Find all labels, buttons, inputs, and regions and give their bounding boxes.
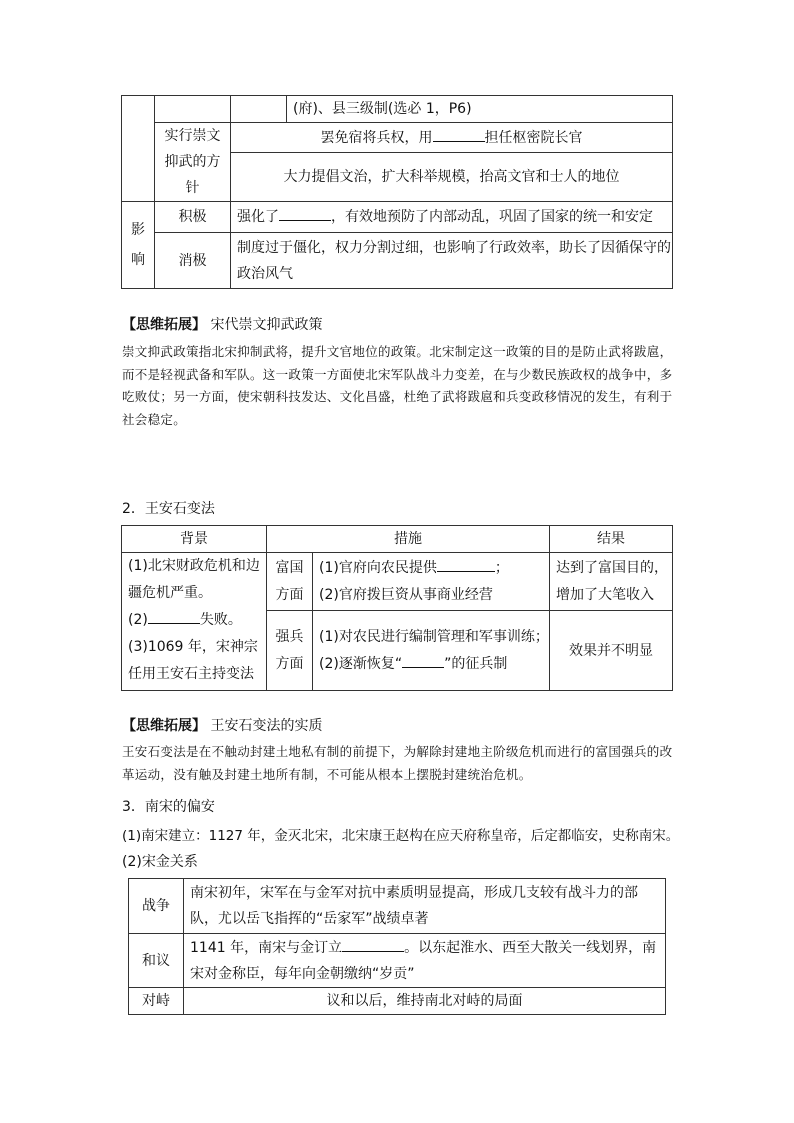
strong-army-result: 效果并不明显 [550, 611, 673, 691]
negative-text: 制度过于僵化，权力分割过细，也影响了行政效率，助长了因循保守的政治风气 [231, 233, 673, 289]
blank-field[interactable] [433, 127, 485, 142]
table-song-policy [121, 95, 673, 289]
table-song-jin-relations [128, 878, 666, 1015]
blank-field[interactable] [148, 609, 200, 624]
extension-body: 王安石变法是在不触动封建土地私有制的前提下，为解除封建地主阶级危机而进行的富国强兵的改革运动，没有触及封建土地所有制，不可能从根本上摆脱封建统治危机。 [122, 744, 673, 782]
background-cell: (1)北宋财政危机和边疆危机严重。 (2) 失败。 (3)1069 年，宋神宗任用王安石主持变法 [122, 553, 267, 691]
column-header: 结果 [550, 526, 673, 553]
rich-country-label: 富国方面 [267, 553, 313, 611]
war-label: 战争 [129, 879, 184, 934]
peace-text: 1141 年，南宋与金订立 。以东起淮水、西至大散关一线划界，南宋对金称臣，每年向金朝缴纳“岁贡” [184, 934, 666, 988]
peace-label: 和议 [129, 934, 184, 988]
section-heading: 3．南宋的偏安 [122, 799, 215, 815]
rich-country-measures: (1)官府向农民提供 ； (2)官府拨巨资从事商业经营 [313, 553, 550, 611]
fu-county-cell: (府)、县三级制(选必 1，P6) [287, 96, 673, 123]
influence-label: 影响 [122, 202, 155, 289]
table-row [122, 96, 673, 123]
negative-label: 消极 [155, 233, 231, 289]
war-text: 南宋初年，宋军在与金军对抗中素质明显提高，形成几支较有战斗力的部队，尤以岳飞指挥的“岳家军”战绩卓著 [184, 879, 666, 934]
positive-label: 积极 [155, 202, 231, 233]
table-row [122, 202, 673, 233]
blank-field[interactable] [279, 206, 331, 221]
table-row [129, 988, 666, 1015]
policy-row2: 大力提倡文治，扩大科举规模，抬高文官和士人的地位 [231, 153, 673, 202]
table-row [129, 879, 666, 934]
extension-body: 崇文抑武政策指北宋抑制武将，提升文官地位的政策。北宋制定这一政策的目的是防止武将跋扈，而不是轻视武备和军队。这一政策一方面使北宋军队战斗力变差，在与少数民族政权的战争中，多吃败仗；另一方面，使宋朝科技发达、文化昌盛，杜绝了武将跋扈和兵变政移情况的发生，有利于社会稳定。 [122, 344, 673, 427]
standoff-label: 对峙 [129, 988, 184, 1015]
rich-country-result: 达到了富国目的，增加了大笔收入 [550, 553, 673, 611]
column-header: 措施 [267, 526, 550, 553]
table-row [122, 526, 673, 553]
standoff-text: 议和以后，维持南北对峙的局面 [184, 988, 666, 1015]
table-row [122, 553, 673, 611]
column-header: 背景 [122, 526, 267, 553]
positive-text: 强化了 ，有效地预防了内部动乱，巩固了国家的统一和安定 [231, 202, 673, 233]
strong-army-label: 强兵方面 [267, 611, 313, 691]
table-row [122, 233, 673, 289]
paragraph: (2)宋金关系 [122, 854, 198, 870]
extension-heading: 【思维拓展】 宋代崇文抑武政策 [122, 317, 323, 333]
paragraph: (1)南宋建立：1127 年，金灭北宋，北宋康王赵构在应天府称皇帝，后定都临安，史称南宋。 [122, 828, 680, 844]
table-row [122, 123, 673, 153]
policy-row1: 罢免宿将兵权，用 担任枢密院长官 [231, 123, 673, 153]
extension-heading: 【思维拓展】 王安石变法的实质 [122, 718, 323, 734]
section-heading: 2．王安石变法 [122, 501, 215, 517]
table-wang-anshi-reform [121, 525, 673, 691]
policy-label: 实行崇文抑武的方针 [155, 123, 231, 202]
strong-army-measures: (1)对农民进行编制管理和军事训练； (2)逐渐恢复“ ”的征兵制 [313, 611, 550, 691]
blank-field[interactable] [437, 557, 495, 572]
table-row [129, 934, 666, 988]
blank-field[interactable] [402, 653, 444, 668]
blank-field[interactable] [342, 937, 404, 952]
